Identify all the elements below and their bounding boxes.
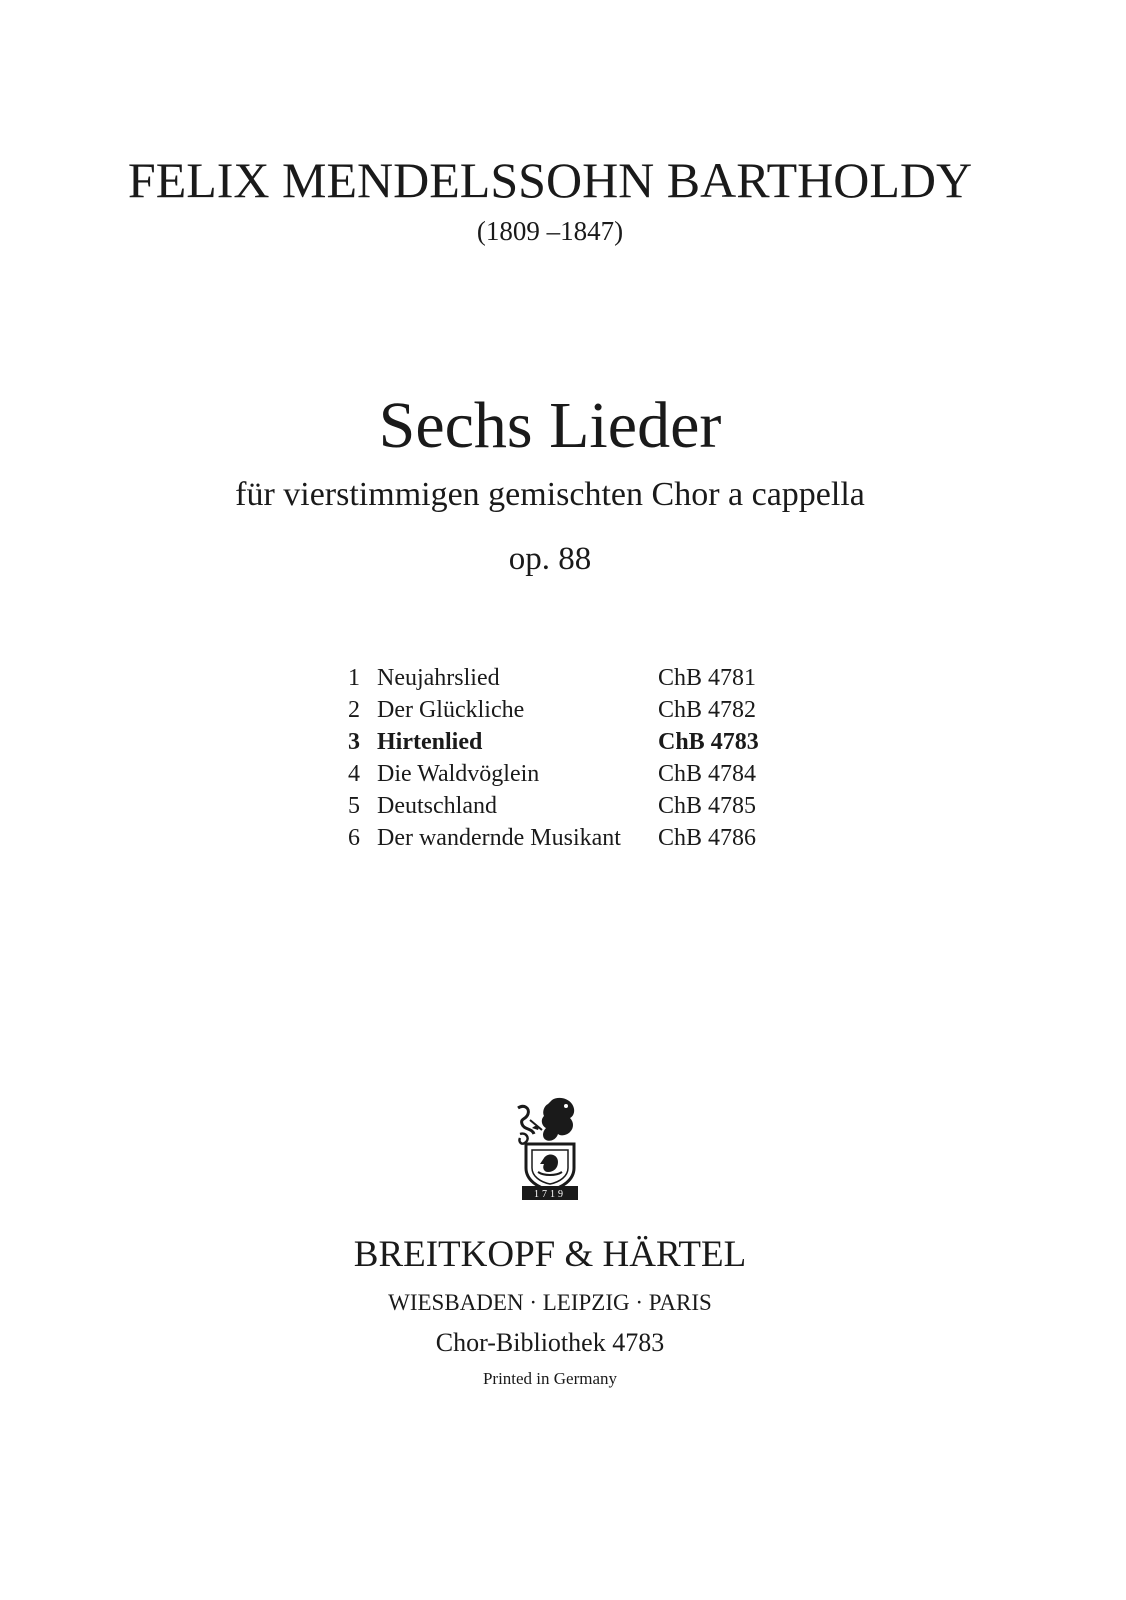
work-title: Sechs Lieder <box>378 389 722 462</box>
song-title: Hirtenlied <box>377 729 483 755</box>
song-row-current <box>343 726 763 758</box>
library-number: Chor-Bibliothek 4783 <box>435 1328 665 1357</box>
song-catalog-number: ChB 4783 <box>658 729 759 755</box>
song-row <box>343 790 763 822</box>
printed-note: Printed in Germany <box>482 1369 618 1388</box>
song-catalog-number: ChB 4781 <box>658 665 757 691</box>
song-row <box>343 822 763 854</box>
song-row <box>343 758 763 790</box>
song-catalog-number: ChB 4785 <box>658 793 757 819</box>
song-number: 3 <box>348 729 360 755</box>
song-catalog-number: ChB 4786 <box>658 825 757 851</box>
song-number: 1 <box>348 665 360 691</box>
song-title: Neujahrslied <box>377 665 500 691</box>
work-subtitle: für vierstimmigen gemischten Chor a cappella <box>235 476 865 513</box>
logo-year: 1719 <box>534 1189 566 1200</box>
song-list <box>343 662 763 854</box>
song-number: 6 <box>348 825 360 851</box>
publisher-cities: WIESBADEN · LEIPZIG · PARIS <box>388 1290 712 1315</box>
song-title: Der Glückliche <box>377 697 525 723</box>
song-catalog-number: ChB 4782 <box>658 697 757 723</box>
composer-name: FELIX MENDELSSOHN BARTHOLDY <box>127 152 973 208</box>
song-title: Der wandernde Musikant <box>377 825 621 851</box>
breitkopf-bear-crest-icon <box>512 1094 584 1204</box>
song-title: Die Waldvöglein <box>377 761 540 787</box>
song-row <box>343 662 763 694</box>
song-number: 5 <box>348 793 360 819</box>
work-opus: op. 88 <box>508 541 592 577</box>
song-number: 2 <box>348 697 360 723</box>
publisher-name: BREITKOPF & HÄRTEL <box>353 1234 747 1275</box>
song-number: 4 <box>348 761 360 787</box>
song-catalog-number: ChB 4784 <box>658 761 757 787</box>
song-row <box>343 694 763 726</box>
song-title: Deutschland <box>377 793 497 819</box>
composer-lifespan: (1809 –1847) <box>476 216 624 246</box>
